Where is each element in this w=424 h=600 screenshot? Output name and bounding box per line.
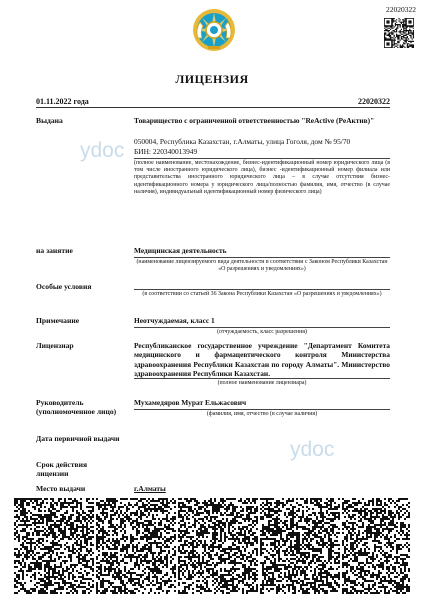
field-rule (134, 257, 390, 258)
document-title: ЛИЦЕНЗИЯ (175, 72, 249, 86)
field-rule (134, 327, 390, 328)
licensee-name: Товарищество с ограниченной ответственностью "ReActive (РеАктив)" (134, 116, 375, 125)
field-rule (134, 378, 390, 379)
state-emblem-icon (192, 8, 236, 52)
issue-date: 01.11.2022 года (36, 97, 89, 106)
licensor-note: (полное наименование лицензиара) (217, 380, 307, 386)
first-issue-label: Дата первичной выдачи (36, 434, 120, 443)
licensor-value: Республиканское государственное учреждение "Департамент Комитета медицинского и фармацевтического контроля Министерства здравоохранения Республики Казахстан по городу Алматы". Министерство здравоохранения Республики Казахстан. (134, 341, 390, 379)
conditions-note: (в соответствии со статьей 36 Закона Республики Казахстан «О разрешениях и уведомлениях») (142, 291, 382, 297)
place-value: г.Алматы (134, 484, 166, 493)
header-rule (36, 107, 390, 108)
head-note: (фамилия, имя, отчество (в случае наличия) (206, 411, 318, 417)
remark-label: Примечание (36, 316, 80, 325)
field-rule (134, 289, 390, 290)
head-label: Руководитель (36, 398, 84, 407)
validity-label-sub: лицензии (36, 469, 69, 478)
place-label: Место выдачи (36, 484, 86, 493)
remark-value: Неотчуждаемая, класс 1 (134, 316, 215, 325)
barcode-strip-icon (0, 492, 424, 600)
remark-note: (отчуждаемость, класс разрешения) (217, 329, 307, 335)
licensor-label: Лицензиар (36, 341, 74, 350)
activity-note: (наименование лицензируемого вида деятельности в соответствии с Законом Республики Казахстан «О разрешениях и уведомлениях») (136, 259, 388, 273)
document-number: 22020322 (386, 5, 416, 14)
field-rule (134, 409, 390, 410)
head-value: Мухамедяров Мурат Ельжасович (134, 398, 247, 407)
activity-value: Медицинская деятельность (134, 246, 227, 255)
registration-number: 22020322 (358, 97, 390, 106)
watermark: ydoc (80, 139, 125, 162)
field-rule (134, 158, 390, 159)
conditions-label: Особые условия (36, 282, 92, 291)
licensee-note: (полное наименование, местонахождение, бизнес-идентификационный номер юридического лица (в том числе иностранного юридического лица), бизнес -идентификационный номер филиала или представительства иностранного юридического лица – в случае отсутствия бизнес-идентификационного номера у юридического лица/полностью фамилия, имя, отчество (в случае наличия), индивидуальный идентификационный номер физического лица) (134, 160, 390, 195)
head-label-sub: (уполномоченное лицо) (36, 407, 117, 416)
licensee-bin: БИН: 220340013949 (134, 147, 198, 156)
licensee-address: 050004, Республика Казахстан, г.Алматы, улица Гоголя, дом № 95/70 (134, 137, 351, 146)
activity-label: на занятие (36, 246, 73, 255)
issued-label: Выдана (36, 116, 63, 125)
watermark: ydoc (290, 438, 335, 461)
validity-label: Срок действия (36, 460, 88, 469)
qr-code-icon (384, 18, 414, 48)
